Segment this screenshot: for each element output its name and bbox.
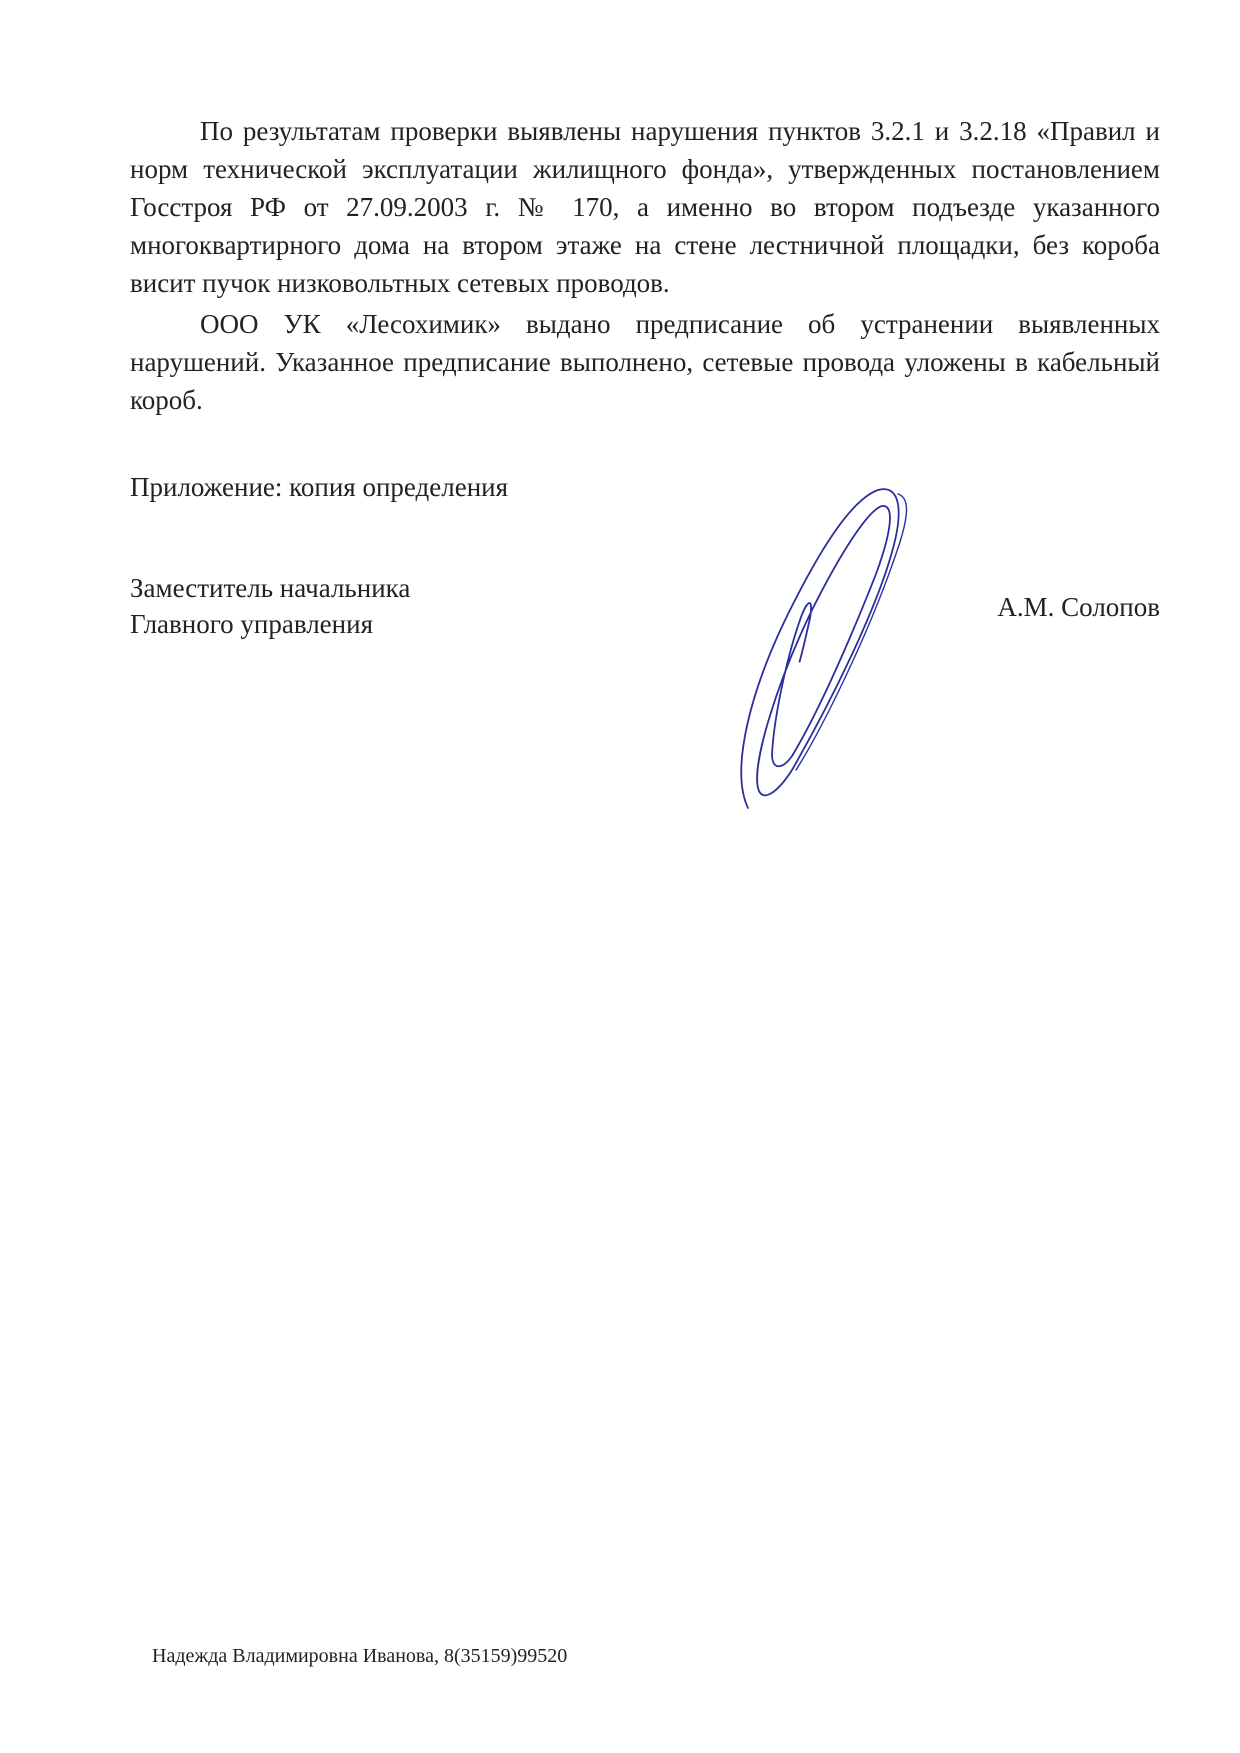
handwritten-signature-icon [700, 470, 920, 820]
document-body [130, 112, 1160, 419]
paragraph-inspection-results: По результатам проверки выявлены нарушения пунктов 3.2.1 и 3.2.18 «Правил и норм технической эксплуатации жилищного фонда», утвержденных постановлением Госстроя РФ от 27.09.2003 г. № 170, а именно во втором подъезде указанного многоквартирного дома на втором этаже на стене лестничной площадки, без короба висит пучок низковольтных сетевых проводов. [130, 116, 1160, 298]
signer-position [130, 570, 410, 642]
paragraph-order-issued: ООО УК «Лесохимик» выдано предписание об устранении выявленных нарушений. Указанное предписание выполнено, сетевые провода уложены в кабельный короб. [130, 309, 1160, 415]
signer-position-line1: Заместитель начальника [130, 573, 411, 603]
signer-name: А.М. Солопов [997, 592, 1160, 622]
executor-contact: Надежда Владимировна Иванова, 8(35159)99520 [152, 1645, 568, 1667]
signer-position-line2: Главного управления [130, 609, 373, 639]
attachment-note: Приложение: копия определения [130, 472, 509, 502]
